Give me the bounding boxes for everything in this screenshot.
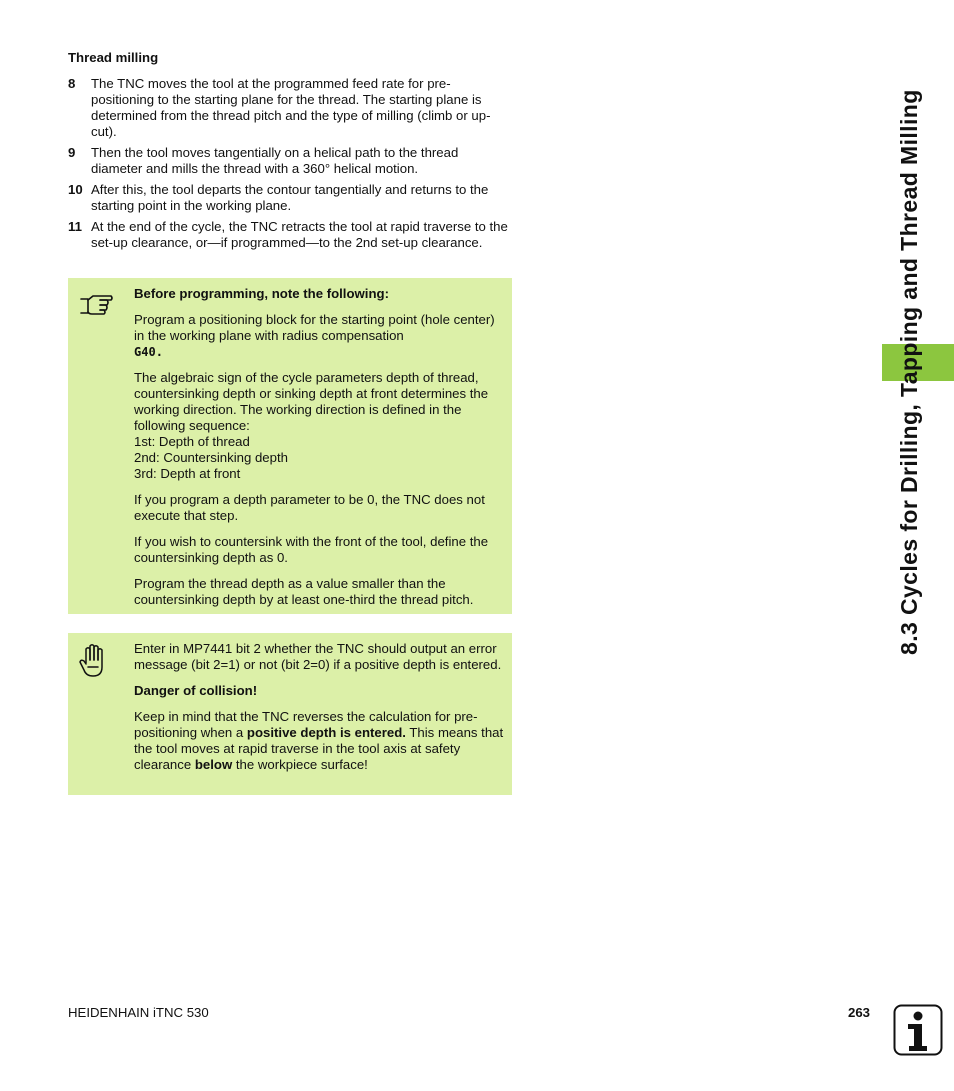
stop-hand-icon	[78, 643, 114, 679]
list-item	[68, 76, 510, 140]
warning-text: Keep in mind that the TNC reverses the calculation for pre-positioning when a	[134, 709, 478, 740]
note-title: Before programming, note the following:	[134, 286, 389, 301]
note-text: Program a positioning block for the starting point (hole center) in the working plane with radius compensation	[134, 312, 495, 343]
list-item	[68, 182, 510, 214]
warning-paragraph	[134, 709, 504, 773]
list-item	[68, 219, 510, 251]
note-paragraph: If you program a depth parameter to be 0, the TNC does not execute that step.	[134, 492, 485, 523]
note-box	[68, 278, 512, 614]
step-text: Then the tool moves tangentially on a helical path to the thread diameter and mills the thread with a 360° helical motion.	[91, 145, 459, 176]
note-paragraph: If you wish to countersink with the front of the tool, define the countersinking depth as 0.	[134, 534, 489, 565]
footer-product: HEIDENHAIN iTNC 530	[68, 1005, 209, 1020]
warning-content	[134, 641, 504, 783]
step-text: After this, the tool departs the contour tangentially and returns to the starting point in the working plane.	[91, 182, 489, 213]
sequence-item: 2nd: Countersinking depth	[134, 450, 288, 465]
warning-emphasis: below	[194, 757, 233, 772]
step-number: 8	[68, 76, 76, 91]
page-number: 263	[848, 1005, 871, 1020]
warning-emphasis: positive depth is entered.	[246, 725, 406, 740]
warning-box	[68, 633, 512, 795]
section-heading: Thread milling	[68, 50, 159, 65]
info-icon	[893, 1004, 943, 1056]
warning-title: Danger of collision!	[134, 683, 258, 698]
code-punct: .	[155, 345, 163, 359]
step-number: 10	[68, 182, 83, 197]
warning-paragraph: Enter in MP7441 bit 2 whether the TNC should output an error message (bit 2=1) or not (bit 2=0) if a positive depth is entered.	[134, 641, 502, 672]
warning-text: the workpiece surface!	[232, 757, 368, 772]
step-list	[68, 76, 510, 256]
note-paragraph	[134, 370, 504, 482]
list-item	[68, 145, 510, 177]
step-text: At the end of the cycle, the TNC retracts the tool at rapid traverse to the set-up clearance, or—if programmed—to the 2nd set-up clearance.	[91, 219, 508, 250]
step-number: 9	[68, 145, 76, 160]
note-paragraph: Program the thread depth as a value smaller than the countersinking depth by at least one-third the thread pitch.	[134, 576, 474, 607]
step-number: 11	[68, 219, 82, 234]
step-text: The TNC moves the tool at the programmed feed rate for pre-positioning to the starting plane for the thread. The starting plane is determined from the thread pitch and the type of milling (climb or up-cut).	[91, 76, 491, 139]
note-content	[134, 286, 504, 618]
warning-text: This means that the tool moves at rapid traverse in the tool axis at safety clearance	[134, 725, 504, 772]
sequence-item: 1st: Depth of thread	[134, 434, 250, 449]
sequence-item: 3rd: Depth at front	[134, 466, 241, 481]
note-paragraph	[134, 312, 504, 360]
pointing-hand-icon	[78, 286, 114, 322]
code-g40: G40	[134, 345, 156, 359]
note-text: The algebraic sign of the cycle parameters depth of thread, countersinking depth or sinking depth at front determines the working direction. The working direction is defined in the following sequence:	[134, 370, 489, 433]
chapter-title: 8.3 Cycles for Drilling, Tapping and Thread Milling	[896, 89, 922, 655]
